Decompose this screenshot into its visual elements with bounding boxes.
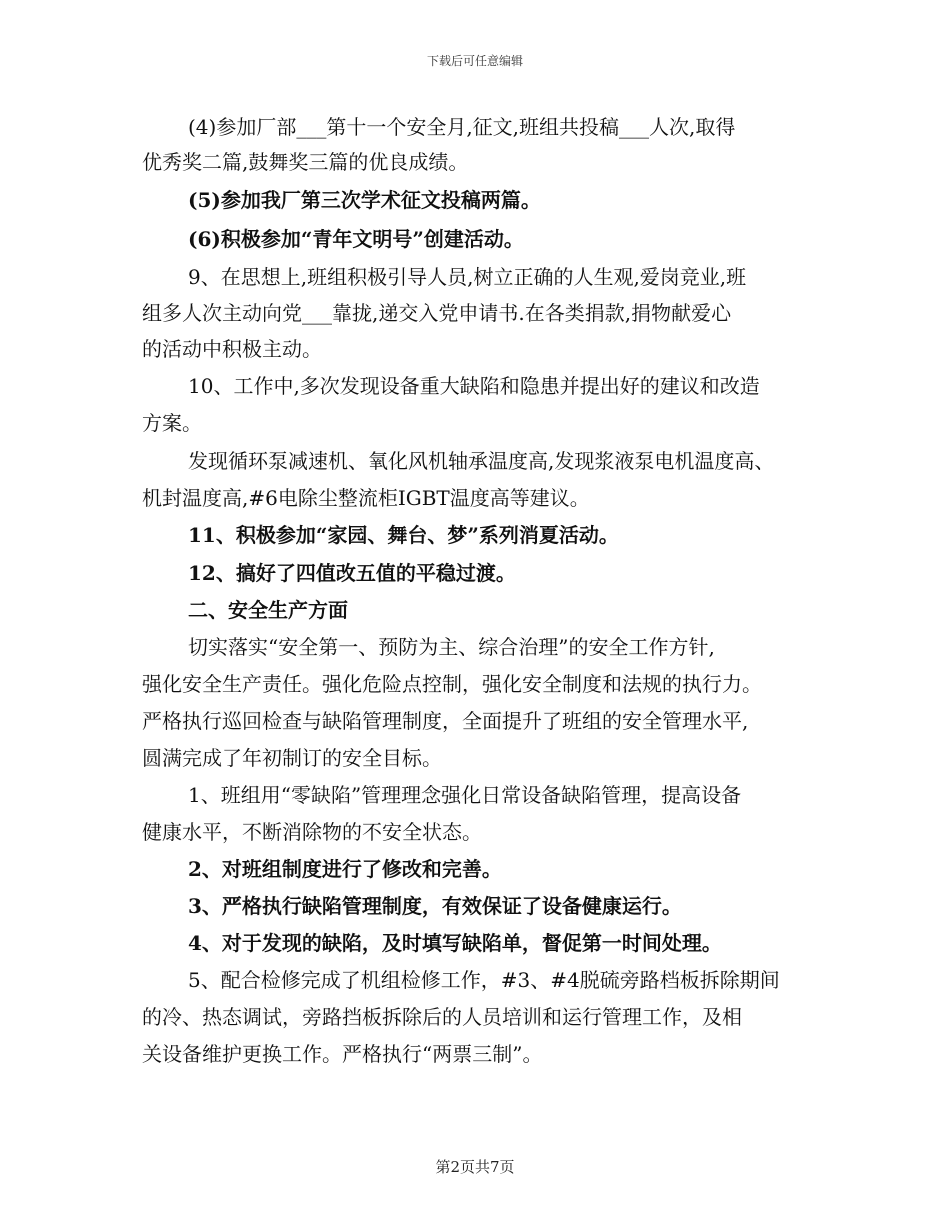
paragraph-line: 1、班组用“零缺陷”管理理念强化日常设备缺陷管理，提高设备	[188, 783, 742, 807]
paragraph-line: 10、工作中,多次发现设备重大缺陷和隐患并提出好的建议和改造	[188, 374, 760, 398]
paragraph-line: (4)参加厂部___第十一个安全月,征文,班组共投稿___人次,取得	[188, 115, 736, 139]
paragraph-line: 9、在思想上,班组积极引导人员,树立正确的人生观,爱岗竞业,班	[188, 265, 747, 289]
page-header: 下载后可任意编辑	[426, 54, 523, 68]
paragraph-line: 切实落实“安全第一、预防为主、综合治理”的安全工作方针,	[188, 635, 715, 659]
bold-heading-line: 3、严格执行缺陷管理制度，有效保证了设备健康运行。	[188, 894, 682, 918]
paragraph-line: 强化安全生产责任。强化危险点控制，强化安全制度和法规的执行力。	[142, 672, 762, 696]
paragraph-line: 圆满完成了年初制订的安全目标。	[142, 746, 442, 770]
paragraph-line: 5、配合检修完成了机组检修工作，#3、#4脱硫旁路档板拆除期间	[188, 968, 780, 992]
paragraph-line: 关设备维护更换工作。严格执行“两票三制”。	[142, 1042, 543, 1066]
page-footer: 第2页共7页	[435, 1158, 515, 1176]
paragraph-line: 机封温度高,#6电除尘整流柜IGBT温度高等建议。	[142, 486, 590, 510]
paragraph-line: 发现循环泵减速机、氧化风机轴承温度高,发现浆液泵电机温度高、	[188, 449, 775, 473]
paragraph-line: 优秀奖二篇,鼓舞奖三篇的优良成绩。	[142, 150, 469, 174]
paragraph-line: 的冷、热态调试，旁路挡板拆除后的人员培训和运行管理工作，及相	[142, 1005, 742, 1029]
bold-heading-line: 4、对于发现的缺陷，及时填写缺陷单，督促第一时间处理。	[188, 931, 722, 955]
paragraph-line: 严格执行巡回检查与缺陷管理制度，全面提升了班组的安全管理水平,	[142, 709, 749, 733]
bold-heading-line: 11、积极参加“家园、舞台、梦”系列消夏活动。	[188, 523, 619, 547]
bold-heading-line: (5)参加我厂第三次学术征文投稿两篇。	[188, 188, 541, 212]
paragraph-line: 组多人次主动向党___靠拢,递交入党申请书.在各类捐款,捐物献爱心	[142, 301, 732, 325]
section-heading: 二、安全生产方面	[188, 598, 348, 622]
paragraph-line: 的活动中积极主动。	[142, 337, 322, 361]
bold-heading-line: (6)积极参加“青年文明号”创建活动。	[188, 227, 524, 251]
paragraph-line: 方案。	[142, 411, 202, 435]
bold-heading-line: 12、搞好了四值改五值的平稳过渡。	[188, 561, 516, 585]
bold-heading-line: 2、对班组制度进行了修改和完善。	[188, 857, 502, 881]
paragraph-line: 健康水平，不断消除物的不安全状态。	[142, 820, 482, 844]
